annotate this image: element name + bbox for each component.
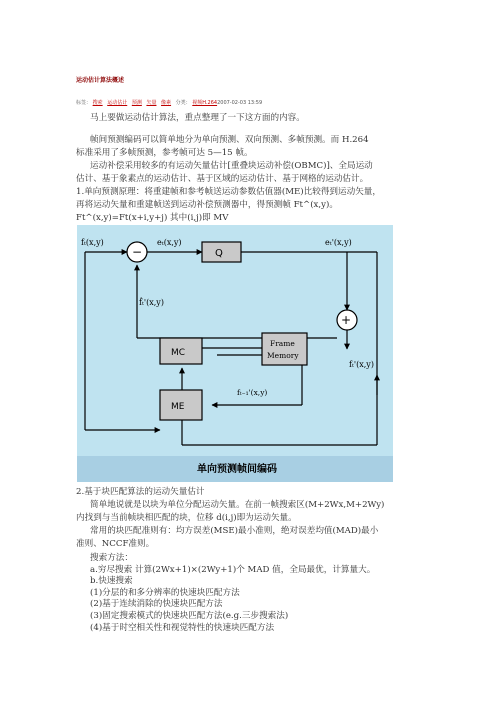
frame-memory-box <box>262 333 307 365</box>
compensation-text-2: 估计、基于象素点的运动估计、基于区域的运动估计、基于网格的运动估计。 <box>76 174 369 184</box>
list-item: (4)基于时空相关性和视觉特性的快速块匹配方法 <box>90 622 275 633</box>
list-item: b.快速搜索 <box>90 576 133 587</box>
section-2-text-1: 简单地说就是以块为单位分配运动矢量。在前一帧搜索区(M+2Wx,M+2Wy) <box>90 500 385 510</box>
residual-label: eₜ(x,y) <box>157 238 182 247</box>
section-1-text-1: 1.单向预测原理：将重建帧和参考帧送运动参数估值器(ME)比较得到运动矢量， <box>76 187 381 197</box>
section-2 <box>76 486 416 551</box>
meta-line <box>76 99 262 106</box>
reconstructed-frame-label: fₜ'(x,y) <box>349 360 374 369</box>
diagram-caption: 单向预测帧间编码 <box>197 464 277 475</box>
section-1-formula: Ft^(x,y)=Ft(x+i,y+j) 其中(i,j)即 MV <box>76 213 229 223</box>
section-2-text-2: 内找到与当前帧块相匹配的块，位移 d(i,j)即为运动矢量。 <box>76 513 297 523</box>
tag-link[interactable]: 搜索 <box>92 100 103 106</box>
paragraph-compensation <box>76 160 416 186</box>
frame-memory-label-1: Frame <box>270 339 295 348</box>
tags-label: 标签： <box>76 100 92 106</box>
list-item: (2)基于连续消除的快速块匹配方法 <box>90 599 223 610</box>
tag-link[interactable]: 矢量 <box>146 100 157 106</box>
prediction-text-2: 标准采用了多帧预测，参考帧可达 5—15 帧。 <box>76 148 253 158</box>
paragraph-prediction <box>76 134 416 160</box>
section-2-title: 2.基于块匹配算法的运动矢量估计 <box>76 487 205 497</box>
tag-link[interactable]: 像素 <box>161 100 172 106</box>
reference-frame-label: fₜ₋₁'(x,y) <box>237 388 268 397</box>
tag-link[interactable]: 预测 <box>131 100 142 106</box>
search-methods <box>90 553 375 634</box>
search-methods-label: 搜索方法： <box>90 553 133 563</box>
paragraph-intro <box>76 112 416 125</box>
input-frame-label: fₜ(x,y) <box>81 238 104 247</box>
section-1 <box>76 186 416 225</box>
list-item: (3)固定搜索模式的快速块匹配方法(e.g.三步搜索法) <box>90 610 289 621</box>
post-date: 2007-02-03 13:59 <box>217 100 263 106</box>
category-label: 分类： <box>175 100 191 106</box>
quantized-residual-label: eₜ'(x,y) <box>325 238 352 247</box>
quantizer-label: Q <box>215 248 223 259</box>
prediction-label: f̂ₜ'(x,y) <box>139 298 164 307</box>
section-2-text-4: 准则、NCCF准则。 <box>76 539 155 549</box>
section-1-text-2: 再将运动矢量和重建帧送到运动补偿预测器中，得预测帧 Ft^(x,y)。 <box>76 200 338 210</box>
tag-link[interactable]: 运动估计 <box>107 100 128 106</box>
unidirectional-prediction-diagram <box>77 225 393 482</box>
section-2-text-3: 常用的块匹配准则有：均方误差(MSE)最小准则，绝对误差均值(MAD)最小 <box>90 526 379 536</box>
page-title: 运动估计算法概述 <box>76 77 125 84</box>
prediction-text-1: 帧间预测编码可以简单地分为单向预测、双向预测、多帧预测。而 H.264 <box>90 135 369 145</box>
diagram-background <box>77 225 393 482</box>
intro-text: 马上要做运动估计算法，重点整理了一下这方面的内容。 <box>90 113 305 123</box>
frame-memory-label-2: Memory <box>267 351 299 360</box>
category-link[interactable]: 视频H.264 <box>192 100 218 106</box>
plus-sign: + <box>341 313 352 327</box>
list-item: (1)分层的和多分辨率的快速块匹配方法 <box>90 587 240 598</box>
me-label: ME <box>171 402 185 412</box>
compensation-text-1: 运动补偿采用较多的有运动矢量估计[重叠块运动补偿(OBMC)]、全局运动 <box>90 161 373 171</box>
list-item: a.穷尽搜索 计算(2Wx+1)×(2Wy+1)个 MAD 值，全局最优，计算量大。 <box>90 564 376 575</box>
mc-label: MC <box>171 348 186 358</box>
minus-sign: − <box>132 245 143 259</box>
